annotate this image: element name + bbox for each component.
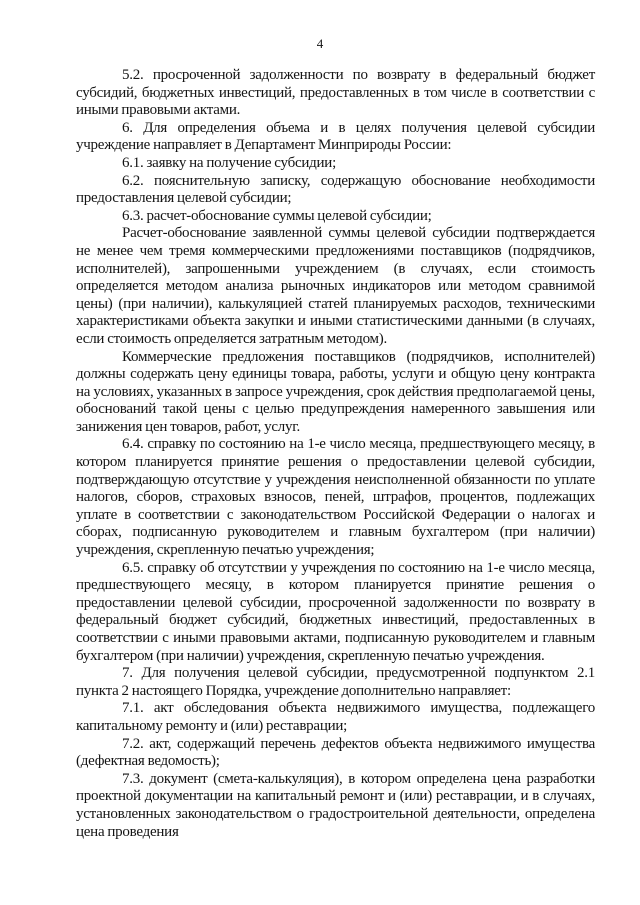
paragraph-6-5: 6.5. справку об отсутствии у учреждения по состоянию на 1-е число месяца, предшествующего месяцу, в котором планируется принятие решения о предоставлении целевой субсидии, просроченной задолженности по возврату в федеральный бюджет субсидий, бюджетных инвестиций, предоставленных в соответствии с иными правовыми актами, подписанную руководителем и главным бухгалтером (при наличии) учреждения, скрепленную печатью учреждения. bbox=[76, 559, 595, 664]
paragraph-7-3: 7.3. документ (смета-калькуляция), в котором определена цена разработки проектной документации на капитальный ремонт и (или) реставрации, и в случаях, установленных законодательством о градостроительной деятельности, определена цена проведения bbox=[76, 770, 595, 840]
document-body bbox=[76, 67, 595, 841]
paragraph-7-1: 7.1. акт обследования объекта недвижимого имущества, подлежащего капитальному ремонту и (или) реставрации; bbox=[76, 700, 595, 734]
paragraph-7-2: 7.2. акт, содержащий перечень дефектов объекта недвижимого имущества (дефектная ведомость); bbox=[76, 735, 595, 770]
paragraph-7: 7. Для получения целевой субсидии, предусмотренной подпунктом 2.1 пункта 2 настоящего Порядка, учреждение дополнительно направляет: bbox=[76, 665, 595, 699]
page-number: 4 bbox=[316, 36, 324, 51]
paragraph-6-4: 6.4. справку по состоянию на 1-е число месяца, предшествующего месяцу, в котором планируется принятие решения о предоставлении целевой субсидии, подтверждающую отсутствие у учреждения неисполненной обязанности по уплате налогов, сборов, страховых взносов, пеней, штрафов, процентов, подлежащих уплате в соответствии с законодательством Российской Федерации о налогах и сборах, подписанную руководителем и главным бухгалтером (при наличии) учреждения, скрепленную печатью учреждения; bbox=[76, 436, 595, 559]
paragraph-6-2: 6.2. пояснительную записку, содержащую обоснование необходимости предоставления целевой субсидии; bbox=[76, 172, 595, 207]
paragraph-calculation-justification: Расчет-обоснование заявленной суммы целевой субсидии подтверждается не менее чем тремя коммерческими предложениями поставщиков (подрядчиков, исполнителей), запрошенными учреждением (в случаях, если стоимость определяется методом анализа рыночных индикаторов или методом сравнимой цены) (при наличии), калькуляцией статей планируемых расходов, техническими характеристиками объекта закупки и иными статистическими данными (в случаях, если стоимость определяется затратным методом). bbox=[76, 225, 595, 347]
paragraph-6-3: 6.3. расчет-обоснование суммы целевой субсидии; bbox=[122, 207, 432, 224]
paragraph-5-2: 5.2. просроченной задолженности по возврату в федеральный бюджет субсидий, бюджетных инвестиций, предоставленных в том числе в соответствии с иными правовыми актами. bbox=[76, 67, 595, 119]
paragraph-6-1: 6.1. заявку на получение субсидии; bbox=[122, 154, 336, 171]
paragraph-commercial-offers: Коммерческие предложения поставщиков (подрядчиков, исполнителей) должны содержать цену единицы товара, работы, услуги и общую цену контракта на условиях, указанных в запросе учреждения, срок действия предполагаемой цены, обоснований такой цены с целью предупреждения намеренного завышения или занижения цен товаров, работ, услуг. bbox=[76, 348, 595, 435]
paragraph-6: 6. Для определения объема и в целях получения целевой субсидии учреждение направляет в Департамент Минприроды России: bbox=[76, 119, 595, 154]
